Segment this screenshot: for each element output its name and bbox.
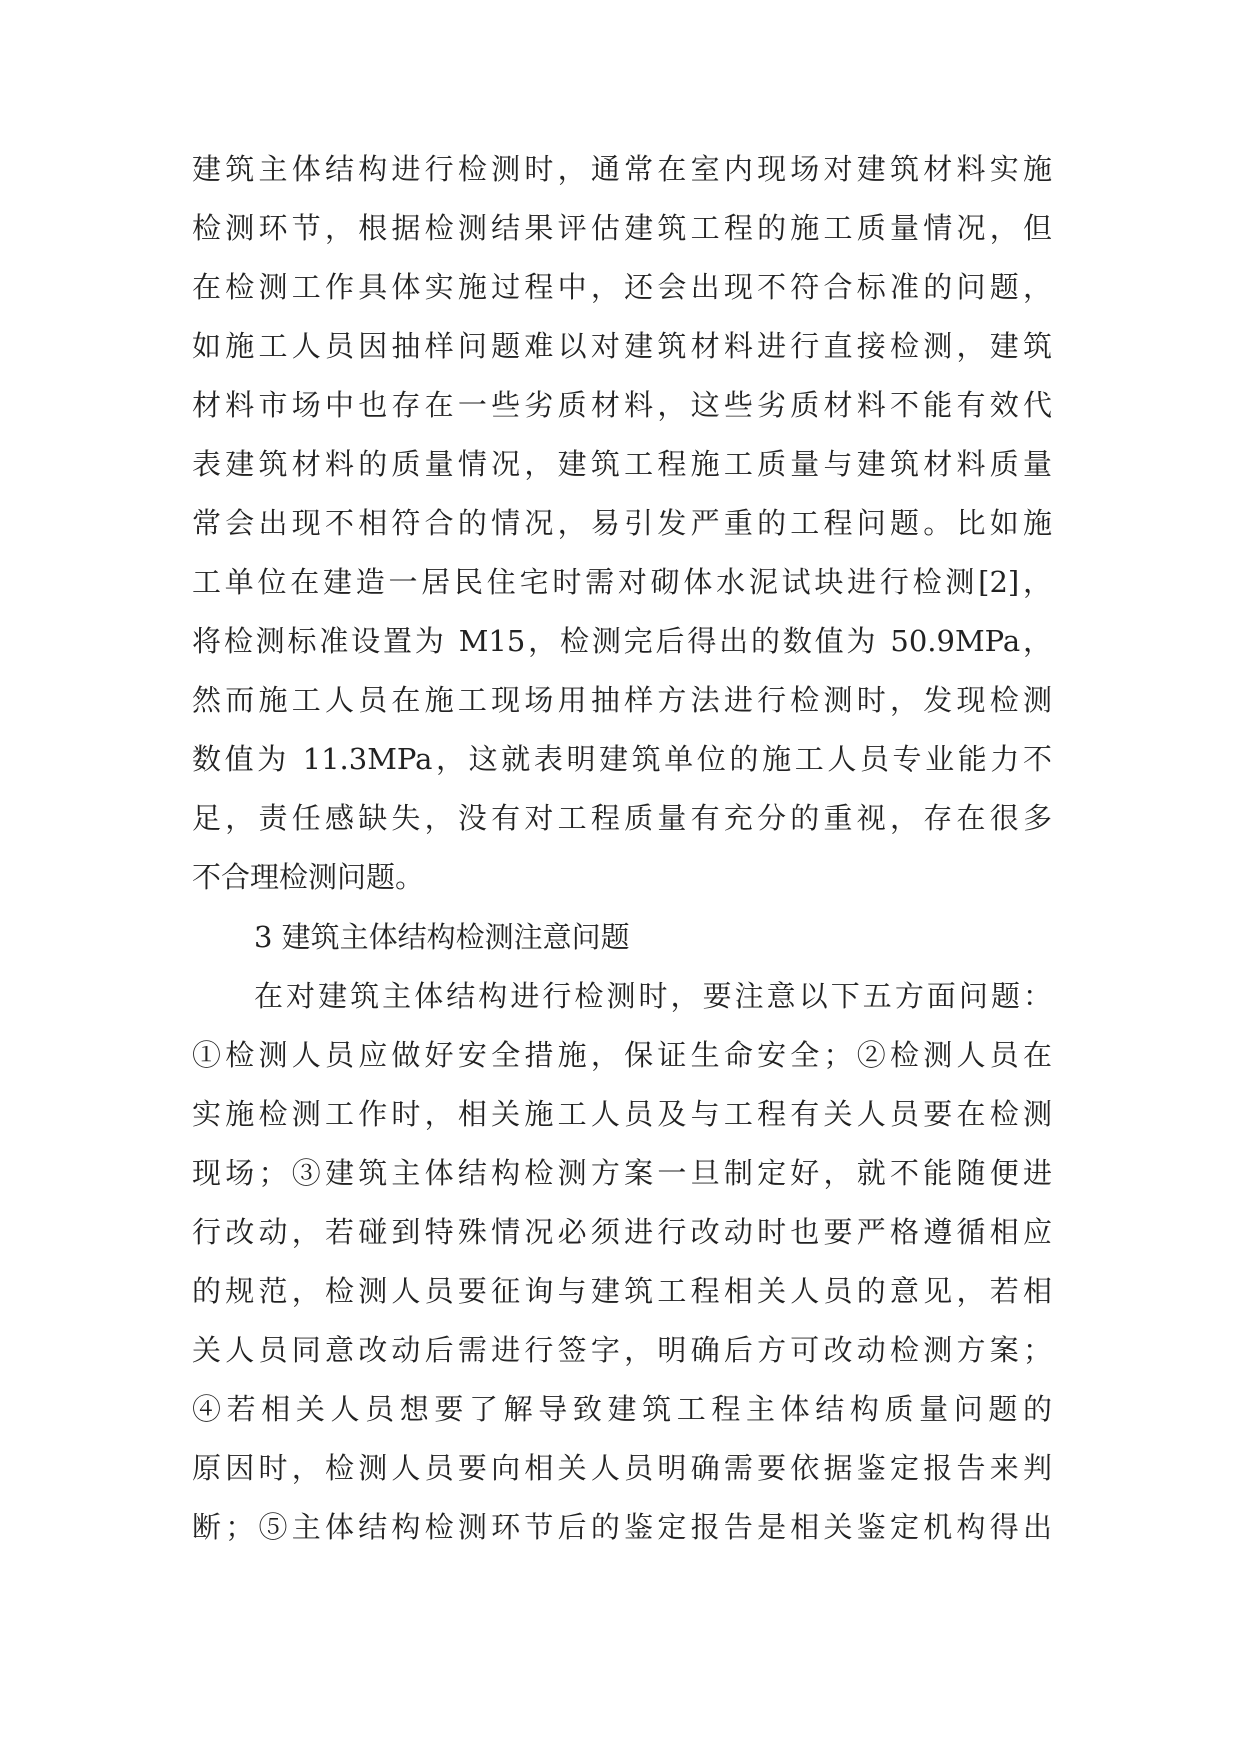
body-text-line: 实施检测工作时，相关施工人员及与工程有关人员要在检测 <box>192 1097 1052 1131</box>
body-text-line: 材料市场中也存在一些劣质材料，这些劣质材料不能有效代 <box>192 388 1052 422</box>
body-text-line: 检测环节，根据检测结果评估建筑工程的施工质量情况，但 <box>192 211 1052 245</box>
body-text-line: 的规范，检测人员要征询与建筑工程相关人员的意见，若相 <box>192 1274 1052 1308</box>
body-text-line: 行改动，若碰到特殊情况必须进行改动时也要严格遵循相应 <box>192 1215 1052 1249</box>
body-text-line: 工单位在建造一居民住宅时需对砌体水泥试块进行检测[2]， <box>192 565 1052 599</box>
body-text-line: 然而施工人员在施工现场用抽样方法进行检测时，发现检测 <box>192 683 1052 717</box>
body-text-line: ④若相关人员想要了解导致建筑工程主体结构质量问题的 <box>192 1392 1052 1426</box>
body-text-line: 在对建筑主体结构进行检测时，要注意以下五方面问题： <box>254 979 1052 1013</box>
body-text-line: 如施工人员因抽样问题难以对建筑材料进行直接检测，建筑 <box>192 329 1052 363</box>
body-text-line: 将检测标准设置为 M15，检测完后得出的数值为 50.9MPa， <box>192 624 1052 658</box>
body-text-line: 断；⑤主体结构检测环节后的鉴定报告是相关鉴定机构得出 <box>192 1510 1052 1544</box>
section-heading: 3 建筑主体结构检测注意问题 <box>254 920 630 954</box>
body-text-line: 建筑主体结构进行检测时，通常在室内现场对建筑材料实施 <box>192 152 1052 186</box>
body-text-line: 数值为 11.3MPa，这就表明建筑单位的施工人员专业能力不 <box>192 742 1052 776</box>
body-text-line: 现场；③建筑主体结构检测方案一旦制定好，就不能随便进 <box>192 1156 1052 1190</box>
body-text-line: 足，责任感缺失，没有对工程质量有充分的重视，存在很多 <box>192 801 1052 835</box>
body-text-line: 表建筑材料的质量情况，建筑工程施工质量与建筑材料质量 <box>192 447 1052 481</box>
body-text-line: 在检测工作具体实施过程中，还会出现不符合标准的问题， <box>192 270 1052 304</box>
body-text-line: 常会出现不相符合的情况，易引发严重的工程问题。比如施 <box>192 506 1052 540</box>
body-text-line: 原因时，检测人员要向相关人员明确需要依据鉴定报告来判 <box>192 1451 1052 1485</box>
body-text-line: 关人员同意改动后需进行签字，明确后方可改动检测方案； <box>192 1333 1052 1367</box>
body-text-line: ①检测人员应做好安全措施，保证生命安全；②检测人员在 <box>192 1038 1052 1072</box>
body-text-line: 不合理检测问题。 <box>192 860 425 894</box>
